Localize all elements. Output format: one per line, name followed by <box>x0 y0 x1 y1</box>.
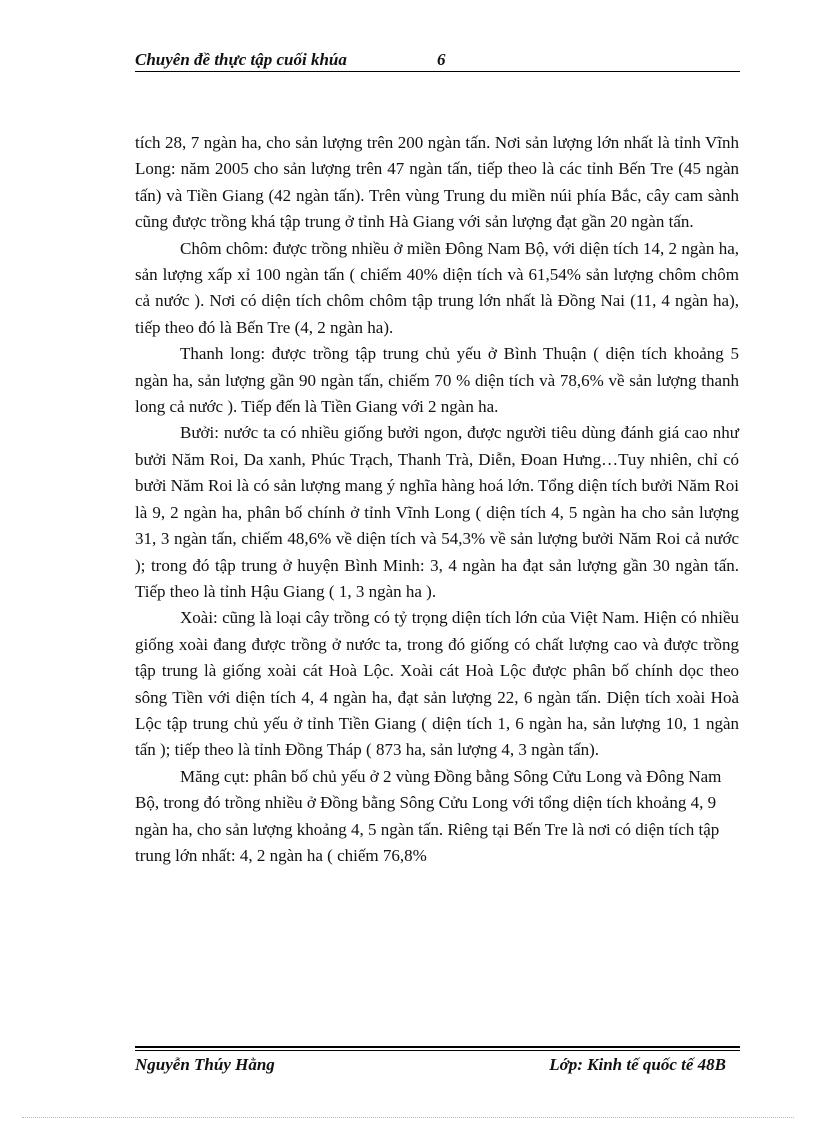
paragraph-thanh-long: Thanh long: được trồng tập trung chủ yếu ở Bình Thuận ( diện tích khoảng 5 ngàn ha, sản lượng gần 90 ngàn tấn, chiếm 70 % diện tích và 78,6% về sản lượng thanh long cả nước ). Tiếp đến là Tiền Giang với 2 ngàn ha. <box>135 344 739 417</box>
page-bottom-dotted-line <box>22 1117 794 1118</box>
footer-author: Nguyễn Thúy Hằng <box>135 1055 275 1074</box>
paragraph-xoai: Xoài: cũng là loại cây trồng có tỷ trọng diện tích lớn của Việt Nam. Hiện có nhiều giống xoài đang được trồng ở nước ta, trong đó giống có chất lượng cao và được trồng tập trung là giống xoài cát Hoà Lộc. Xoài cát Hoà Lộc được phân bố chính dọc theo sông Tiền với diện tích 4, 4 ngàn ha, đạt sản lượng 22, 6 ngàn tấn. Diện tích xoài Hoà Lộc tập trung chủ yếu ở tỉnh Tiền Giang ( diện tích 1, 6 ngàn ha, sản lượng 10, 1 ngàn tấn ); tiếp theo là tỉnh Đồng Tháp ( 873 ha, sản lượng 4, 3 ngàn tấn). <box>135 608 739 760</box>
paragraph-buoi: Bưởi: nước ta có nhiều giống bưởi ngon, được người tiêu dùng đánh giá cao như bưởi Năm Roi, Da xanh, Phúc Trạch, Thanh Trà, Diễn, Đoan Hưng…Tuy nhiên, chỉ có bưởi Năm Roi là có sản lượng mang ý nghĩa hàng hoá lớn. Tổng diện tích bưởi Năm Roi là 9, 2 ngàn ha, phân bố chính ở tỉnh Vĩnh Long ( diện tích 4, 5 ngàn ha cho sản lượng 31, 3 ngàn tấn, chiếm 48,6% về diện tích và 54,3% về sản lượng bưởi Năm Roi cả nước ); trong đó tập trung ở huyện Bình Minh: 3, 4 ngàn ha đạt sản lượng gần 30 ngàn tấn. Tiếp theo là tỉnh Hậu Giang ( 1, 3 ngàn ha ). <box>135 423 739 601</box>
header-title: Chuyên đề thực tập cuối khúa <box>135 50 347 69</box>
footer-class: Lớp: Kinh tế quốc tế 48B <box>549 1055 726 1074</box>
footer-rule-thin <box>135 1050 740 1051</box>
header-rule <box>135 71 740 72</box>
page-header <box>135 48 740 72</box>
paragraph-continuation: tích 28, 7 ngàn ha, cho sản lượng trên 200 ngàn tấn. Nơi sản lượng lớn nhất là tỉnh Vĩnh Long: năm 2005 cho sản lượng trên 47 ngàn tấn, tiếp theo là các tỉnh Bến Tre (45 ngàn tấn) và Tiền Giang (42 ngàn tấn). Trên vùng Trung du miền núi phía Bắc, cây cam sành cũng được trồng khá tập trung ở tỉnh Hà Giang với sản lượng đạt gần 20 ngàn tấn. <box>135 133 739 232</box>
page-footer <box>135 1046 740 1080</box>
paragraph-chom-chom: Chôm chôm: được trồng nhiều ở miền Đông Nam Bộ, với diện tích 14, 2 ngàn ha, sản lượng xấp xỉ 100 ngàn tấn ( chiếm 40% diện tích và 61,54% sản lượng chôm chôm cả nước ). Nơi có diện tích chôm chôm tập trung lớn nhất là Đồng Nai (11, 4 ngàn ha), tiếp theo đó là Bến Tre (4, 2 ngàn ha). <box>135 238 739 337</box>
paragraph-mang-cut: Măng cụt: phân bố chủ yếu ở 2 vùng Đồng bằng Sông Cửu Long và Đông Nam Bộ, trong đó trồng nhiều ở Đồng bằng Sông Cửu Long với tổng diện tích khoảng 4, 9 ngàn ha, cho sản lượng khoảng 4, 5 ngàn tấn. Riêng tại Bến Tre là nơi có diện tích tập trung lớn nhất: 4, 2 ngàn ha ( chiếm 76,8% <box>135 766 722 865</box>
footer-rule-thick <box>135 1046 740 1048</box>
page-number: 6 <box>437 50 446 69</box>
document-body <box>135 130 739 869</box>
